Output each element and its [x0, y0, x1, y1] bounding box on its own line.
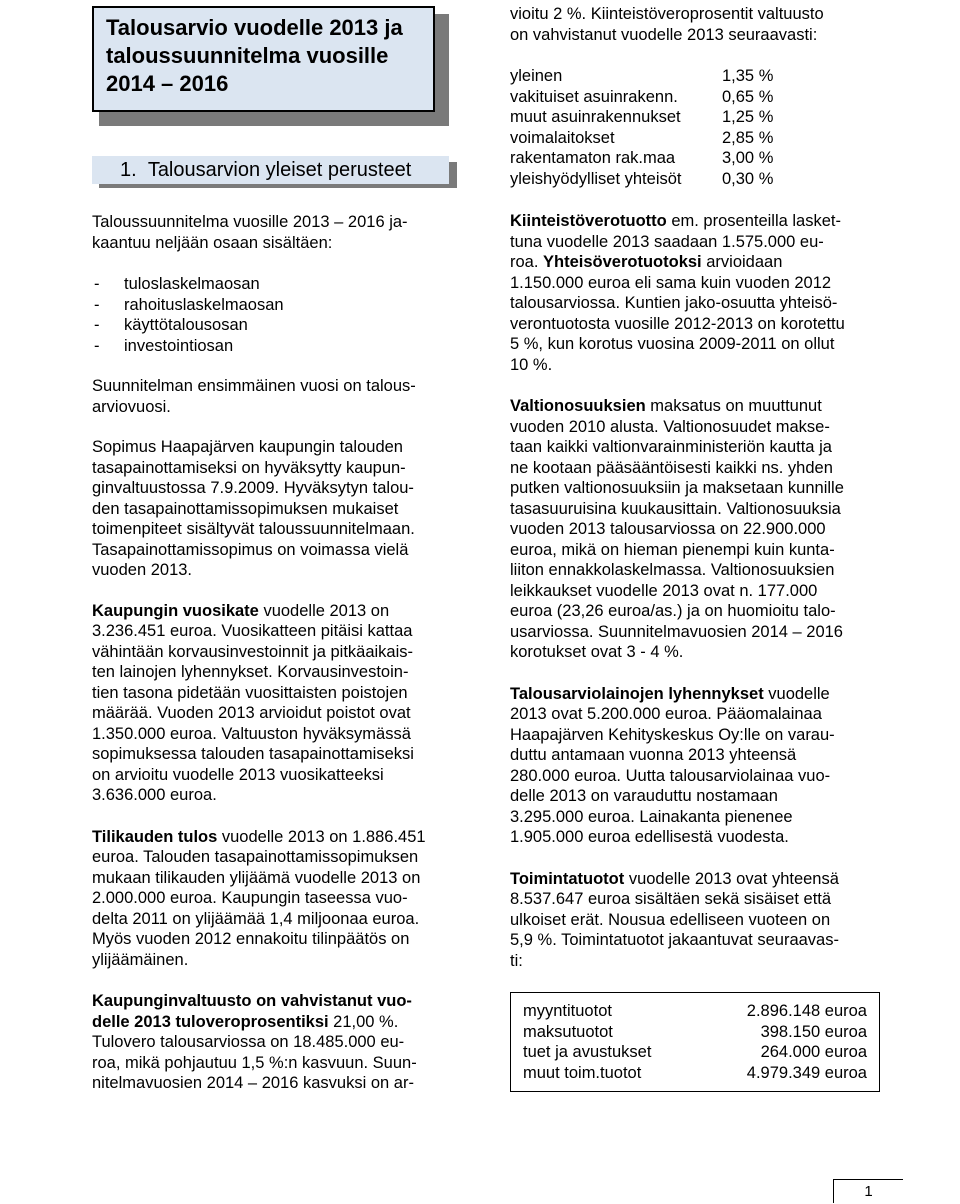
text-line: liiton ennakkolaskelmassa. Valtionosuuksien	[510, 561, 835, 579]
bold-term: Valtionosuuksien	[510, 397, 646, 415]
text-line: vuoden 2013 talousarviossa on 22.900.000	[510, 520, 826, 538]
list-item-label: rahoituslaskelmaosan	[124, 295, 284, 314]
text-line: on arvioitu vuodelle 2013 vuosikatteeksi	[92, 765, 384, 784]
list-item-label: tuloslaskelmaosan	[124, 275, 260, 293]
rate-label: voimalaitokset	[510, 128, 615, 147]
text-line: tasasuuruisina kuukausittain. Valtionosuuksia	[510, 499, 841, 518]
text-line: arviovuosi.	[92, 397, 171, 416]
text-line: Haapajärven Kehityskeskus Oy:lle on varau-	[510, 725, 835, 744]
text-line: 2013 ovat 5.200.000 euroa. Pääomalainaa	[510, 705, 822, 723]
text-line: roa, mikä pohjautuu 1,5 %:n kasvuun. Suun-	[92, 1053, 417, 1072]
text-line: kaantuu neljään osaan sisältäen:	[92, 233, 333, 252]
rate-value: 2,85 %	[722, 128, 774, 147]
rate-label: yleinen	[510, 67, 563, 85]
list-item-label: käyttötalousosan	[124, 316, 248, 334]
text-line: ginvaltuustossa 7.9.2009. Hyväksytyn talou-	[92, 479, 414, 497]
right-column	[510, 4, 890, 971]
rate-row	[510, 169, 890, 190]
document-title	[92, 6, 435, 112]
text-line: 280.000 euroa. Uutta talousarviolainaa vuo-	[510, 766, 831, 785]
bold-term: Talousarviolainojen lyhennykset	[510, 684, 764, 703]
rate-value: 1,25 %	[722, 108, 774, 126]
title-line-2: taloussuunnitelma vuosille	[106, 43, 389, 68]
bold-term: Toimintatuotot	[510, 869, 625, 888]
operating-income-table	[510, 992, 880, 1092]
text-line: Tulovero talousarviossa on 18.485.000 eu-	[92, 1033, 405, 1051]
income-label: muut toim.tuotot	[523, 1063, 642, 1082]
text-line: talousarviossa. Kuntien jako-osuutta yhteisö-	[510, 294, 838, 312]
text-line: maksatus on muuttunut	[645, 397, 822, 415]
text-line: duttu antamaan vuonna 2013 yhteensä	[510, 746, 797, 764]
income-value: 398.150 euroa	[760, 1022, 867, 1041]
rate-label: muut asuinrakennukset	[510, 108, 681, 126]
rate-value: 0,30 %	[722, 169, 774, 188]
text-line: euroa (23,26 euroa/as.) ja on huomioitu talo-	[510, 602, 836, 620]
text-line: vuodelle 2013 ovat yhteensä	[624, 869, 839, 888]
paragraph-valtionosuudet	[510, 396, 890, 663]
text-line: usarviossa. Suunnitelmavuosien 2014 – 2016	[510, 622, 843, 641]
text-line: em. prosenteilla lasket-	[666, 212, 841, 230]
list-dash: -	[94, 295, 100, 314]
paragraph-tilikauden-tulos	[92, 827, 452, 971]
table-row	[523, 1042, 867, 1063]
left-column	[92, 212, 452, 1094]
rate-row	[510, 128, 890, 149]
list-dash: -	[94, 316, 100, 334]
paragraph-toimintatuotot	[510, 869, 890, 972]
list-item	[92, 274, 452, 295]
text-line: vuodelle 2013 on	[258, 601, 390, 620]
text-line: euroa, mikä on hieman pienempi kuin kunta-	[510, 540, 835, 559]
text-line: delta 2011 on ylijäämää 1,4 miljoonaa euroa.	[92, 909, 420, 928]
text-line: den tasapainottamissopimuksen mukaiset	[92, 499, 399, 518]
bold-term: Tilikauden tulos	[92, 827, 218, 846]
text-line: vuodelle 2013 on 1.886.451	[217, 827, 426, 846]
text-line: määrää. Vuoden 2013 arvioidut poistot ovat	[92, 704, 411, 722]
text-line: toimenpiteet sisältyvät taloussuunnitelmaan.	[92, 520, 415, 538]
page-number: 1	[833, 1179, 903, 1203]
list-item-label: investointiosan	[124, 336, 234, 355]
section-number: 1.	[120, 159, 137, 181]
text-line: 21,00 %.	[328, 1012, 399, 1031]
text-line: mukaan tilikauden ylijäämä vuodelle 2013 on	[92, 868, 421, 887]
text-line: ulkoiset erät. Nousua edelliseen vuoteen on	[510, 910, 831, 929]
bold-term: Kaupunginvaltuusto on vahvistanut vuo-	[92, 992, 412, 1010]
text-line: Taloussuunnitelma vuosille 2013 – 2016 ja-	[92, 213, 408, 231]
text-line: 10 %.	[510, 355, 553, 374]
text-line: arvioidaan	[701, 253, 783, 271]
rate-row	[510, 66, 890, 87]
text-line: vähintään korvausinvestoinnit ja pitkäaikais-	[92, 642, 414, 661]
table-row	[523, 1022, 867, 1043]
text-line: 1.905.000 euroa edellisestä vuodesta.	[510, 828, 789, 846]
text-line: leikkaukset vuodelle 2013 ovat n. 177.000	[510, 581, 818, 600]
text-line: Sopimus Haapajärven kaupungin talouden	[92, 438, 403, 456]
text-line: euroa. Talouden tasapainottamissopimuksen	[92, 848, 419, 866]
text-line: on vahvistanut vuodelle 2013 seuraavasti:	[510, 25, 818, 44]
list-dash: -	[94, 275, 100, 293]
text-line: verontuotosta vuosille 2012-2013 on korotettu	[510, 314, 845, 333]
paragraph-kiinteistoverotuotto	[510, 211, 890, 375]
paragraph-continuation	[510, 4, 890, 45]
text-line: 1.350.000 euroa. Valtuuston hyväksymässä	[92, 724, 411, 743]
rate-value: 3,00 %	[722, 149, 774, 167]
text-line: sopimuksessa talouden tasapainottamiseksi	[92, 745, 414, 763]
property-tax-rates	[510, 66, 890, 189]
text-line: 3.636.000 euroa.	[92, 786, 217, 804]
text-line: vioitu 2 %. Kiinteistöveroprosentit valtuusto	[510, 5, 824, 23]
rate-value: 1,35 %	[722, 67, 774, 85]
table-row	[523, 1063, 867, 1084]
rate-row	[510, 107, 890, 128]
text-line: 2.000.000 euroa. Kaupungin taseessa vuo-	[92, 889, 408, 907]
rate-value: 0,65 %	[722, 87, 774, 106]
list-item	[92, 336, 452, 357]
rate-label: rakentamaton rak.maa	[510, 149, 676, 167]
rate-label: yleishyödylliset yhteisöt	[510, 169, 682, 188]
contents-list	[92, 274, 452, 356]
bold-term: Yhteisöverotuotoksi	[543, 253, 702, 271]
text-line: tuna vuodelle 2013 saadaan 1.575.000 eu-	[510, 232, 824, 251]
list-dash: -	[94, 336, 100, 355]
title-line-1: Talousarvio vuodelle 2013 ja	[106, 15, 403, 40]
text-line: vuodelle	[763, 684, 830, 703]
paragraph-first-year	[92, 376, 452, 417]
text-line: tien tasona pidetään vuosittaisten poistojen	[92, 683, 408, 702]
bold-term: Kiinteistöverotuotto	[510, 212, 667, 230]
text-line: taan kaikki valtionvarainministeriön kautta ja	[510, 438, 832, 456]
intro-paragraph	[92, 212, 452, 253]
bold-term: delle 2013 tuloveroprosentiksi	[92, 1012, 329, 1031]
text-line: ti:	[510, 951, 523, 970]
income-label: maksutuotot	[523, 1022, 613, 1041]
text-line: ylijäämäinen.	[92, 950, 189, 969]
text-line: delle 2013 on varauduttu nostamaan	[510, 787, 778, 805]
section-heading	[92, 156, 449, 184]
title-line-3: 2014 – 2016	[106, 71, 229, 96]
paragraph-vuosikate	[92, 601, 452, 806]
income-value: 264.000 euroa	[760, 1043, 867, 1061]
text-line: 3.236.451 euroa. Vuosikatteen pitäisi kattaa	[92, 622, 413, 640]
text-line: vuoden 2013.	[92, 561, 193, 579]
text-line: 5,9 %. Toimintatuotot jakaantuvat seuraavas-	[510, 931, 839, 949]
text-line: Myös vuoden 2012 ennakoitu tilinpäätös on	[92, 930, 410, 948]
text-line: Suunnitelman ensimmäinen vuosi on talous-	[92, 377, 416, 395]
text-line: vuoden 2010 alusta. Valtionosuudet makse-	[510, 417, 830, 436]
text-line: nitelmavuosien 2014 – 2016 kasvuksi on ar-	[92, 1074, 414, 1092]
bold-term: Kaupungin vuosikate	[92, 601, 259, 620]
rate-row	[510, 148, 890, 169]
text-line: korotukset ovat 3 - 4 %.	[510, 643, 684, 661]
text-line: 5 %, kun korotus vuosina 2009-2011 on ollut	[510, 335, 835, 353]
income-value: 2.896.148 euroa	[746, 1002, 867, 1020]
table-row	[523, 1001, 867, 1022]
paragraph-agreement	[92, 437, 452, 581]
paragraph-lainojen-lyhennykset	[510, 684, 890, 848]
text-line: 3.295.000 euroa. Lainakanta pienenee	[510, 807, 793, 826]
rate-row	[510, 87, 890, 108]
text-line: putken valtionosuuksiin ja maksetaan kunnille	[510, 479, 844, 497]
text-line: ten lainojen lyhennykset. Korvausinvestoin-	[92, 663, 409, 681]
text-line: ne kootaan pääsääntöisesti kaikki ns. yhden	[510, 458, 833, 477]
text-line: Tasapainottamissopimus on voimassa vielä	[92, 540, 409, 559]
rate-label: vakituiset asuinrakenn.	[510, 87, 678, 106]
text-line: 8.537.647 euroa sisältäen sekä sisäiset että	[510, 890, 832, 908]
income-label: myyntituotot	[523, 1002, 612, 1020]
text-line: tasapainottamiseksi on hyväksytty kaupun-	[92, 458, 406, 477]
list-item	[92, 315, 452, 336]
income-value: 4.979.349 euroa	[746, 1063, 867, 1082]
section-title: Talousarvion yleiset perusteet	[147, 159, 412, 181]
income-label: tuet ja avustukset	[523, 1043, 652, 1061]
text-line: 1.150.000 euroa eli sama kuin vuoden 2012	[510, 273, 832, 292]
paragraph-tuloveroprosentti	[92, 991, 452, 1094]
text-line: roa.	[510, 253, 544, 271]
list-item	[92, 295, 452, 316]
